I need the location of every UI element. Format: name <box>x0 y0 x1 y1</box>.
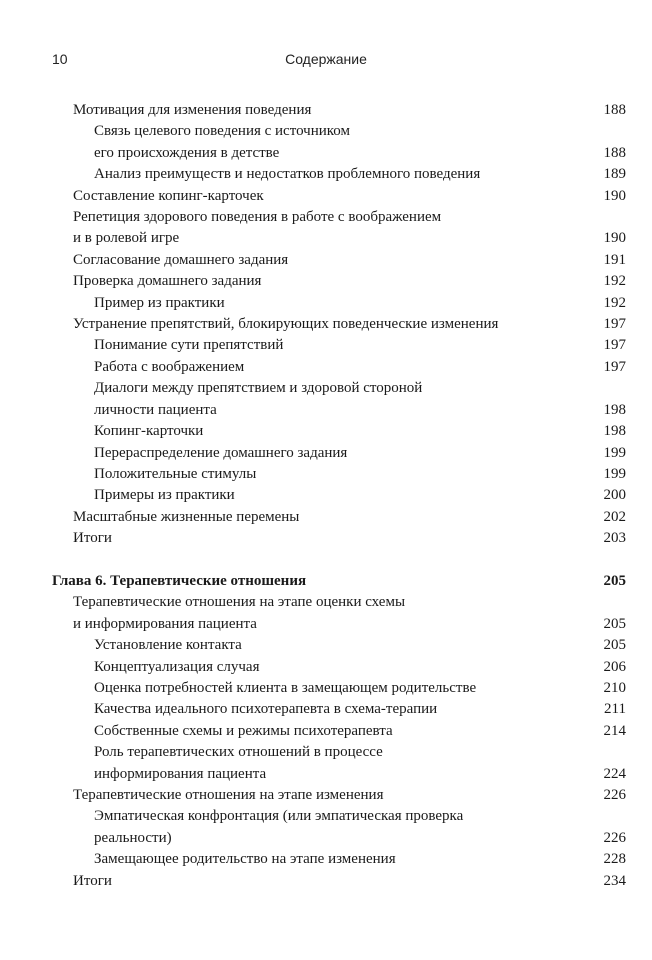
toc-entry-page: 190 <box>603 230 626 247</box>
toc-entry-title: Итоги <box>73 872 112 889</box>
toc-entry <box>52 164 626 185</box>
toc-entry-page: 206 <box>603 658 626 675</box>
section-gap <box>52 550 626 571</box>
toc-entry-page: 197 <box>603 358 626 375</box>
toc-entry <box>52 528 626 549</box>
running-header-title: Содержание <box>285 51 367 67</box>
toc-entry-page: 210 <box>603 679 626 696</box>
toc-entry <box>52 464 626 485</box>
toc-entry-page: 211 <box>604 701 626 718</box>
toc-entry-page: 214 <box>603 722 626 739</box>
toc-entry <box>52 378 626 399</box>
toc-entry <box>52 507 626 528</box>
toc-entry-page: 224 <box>603 765 626 782</box>
toc-entry-page: 197 <box>603 316 626 333</box>
toc-entry <box>52 592 626 613</box>
toc-entry <box>52 785 626 806</box>
toc-entry <box>52 186 626 207</box>
toc-entry-title: Работа с воображением <box>94 358 245 375</box>
toc-entry-page: 203 <box>603 530 626 547</box>
toc-entry-page: 188 <box>603 144 626 161</box>
toc-entry <box>52 421 626 442</box>
toc-entry-title: Терапевтические отношения на этапе изменения <box>73 786 384 803</box>
toc-entry-title: Понимание сути препятствий <box>94 337 284 354</box>
toc-entry <box>52 293 626 314</box>
toc-entry-page: 205 <box>603 572 626 589</box>
toc-entry-page: 205 <box>603 637 626 654</box>
toc-entry-title: Итоги <box>73 530 112 547</box>
toc-entry-title: Связь целевого поведения с источником <box>94 123 351 140</box>
toc-entry-page: 202 <box>603 508 626 525</box>
toc-entry-title: Терапевтические отношения на этапе оценки схемы <box>73 594 406 611</box>
toc-entry-title: Замещающее родительство на этапе изменения <box>94 851 396 868</box>
toc-entry-title: Пример из практики <box>94 294 225 311</box>
toc-entry-title: информирования пациента <box>94 765 267 782</box>
table-of-contents <box>52 100 626 892</box>
toc-entry-title: Перераспределение домашнего задания <box>94 444 348 461</box>
toc-chapter-heading <box>52 571 626 592</box>
toc-entry-title: Устранение препятствий, блокирующих поведенческие изменения <box>73 316 499 333</box>
toc-entry-page: 192 <box>603 273 626 290</box>
toc-entry-title: Качества идеального психотерапевта в схема-терапии <box>94 701 438 718</box>
toc-entry-title: его происхождения в детстве <box>94 144 280 161</box>
toc-entry <box>52 485 626 506</box>
page-number: 10 <box>52 51 68 67</box>
toc-entry-page: 190 <box>603 187 626 204</box>
toc-entry <box>52 678 626 699</box>
toc-entry <box>52 699 626 720</box>
toc-entry-title: Концептуализация случая <box>94 658 260 675</box>
toc-entry-title: Примеры из практики <box>94 487 235 504</box>
toc-entry <box>52 806 626 827</box>
toc-entry <box>52 400 626 421</box>
toc-entry-title: Согласование домашнего задания <box>73 251 289 268</box>
toc-entry-title: и информирования пациента <box>73 615 257 632</box>
toc-entry-title: Диалоги между препятствием и здоровой стороной <box>94 380 423 397</box>
toc-entry-title: реальности) <box>94 829 172 846</box>
toc-entry <box>52 742 626 763</box>
toc-entry <box>52 828 626 849</box>
toc-entry-page: 199 <box>603 444 626 461</box>
toc-entry-page: 188 <box>603 102 626 118</box>
toc-entry <box>52 721 626 742</box>
toc-entry-page: 226 <box>603 829 626 846</box>
toc-entry <box>52 871 626 892</box>
toc-entry-title: Положительные стимулы <box>94 465 257 482</box>
toc-entry-page: 198 <box>603 401 626 418</box>
toc-entry-page: 197 <box>603 337 626 354</box>
toc-entry-title: Репетиция здорового поведения в работе с воображением <box>73 209 442 226</box>
toc-entry-title: Составление копинг-карточек <box>73 187 264 204</box>
toc-entry <box>52 314 626 335</box>
toc-entry-page: 200 <box>603 487 626 504</box>
toc-entry-title: Установление контакта <box>94 637 242 654</box>
toc-entry <box>52 335 626 356</box>
toc-entry-title: Анализ преимуществ и недостатков проблемного поведения <box>94 166 481 183</box>
toc-entry-page: 199 <box>603 465 626 482</box>
toc-entry-title: и в ролевой игре <box>73 230 180 247</box>
toc-entry <box>52 635 626 656</box>
toc-entry-page: 234 <box>603 872 626 889</box>
toc-entry <box>52 228 626 249</box>
toc-entry-title: Собственные схемы и режимы психотерапевта <box>94 722 393 739</box>
toc-entry <box>52 207 626 228</box>
toc-entry <box>52 849 626 870</box>
toc-entry-page: 205 <box>603 615 626 632</box>
toc-entry-page: 192 <box>603 294 626 311</box>
toc-entry <box>52 100 626 121</box>
toc-entry-page: 228 <box>603 851 626 868</box>
toc-entry-page: 198 <box>603 423 626 440</box>
toc-entry <box>52 250 626 271</box>
toc-entry-title: Копинг-карточки <box>94 423 204 440</box>
toc-entry-title: Роль терапевтических отношений в процессе <box>94 744 383 761</box>
toc-entry <box>52 657 626 678</box>
toc-entry-title: Масштабные жизненные перемены <box>73 508 300 525</box>
toc-entry-title: Проверка домашнего задания <box>73 273 262 290</box>
toc-entry-title: личности пациента <box>94 401 217 418</box>
toc-entry <box>52 764 626 785</box>
toc-entry <box>52 143 626 164</box>
toc-entry <box>52 614 626 635</box>
toc-entry-title: Оценка потребностей клиента в замещающем родительстве <box>94 679 477 696</box>
toc-entry-title: Эмпатическая конфронтация (или эмпатическая проверка <box>94 808 464 825</box>
toc-entry <box>52 443 626 464</box>
toc-entry <box>52 271 626 292</box>
toc-entry-title: Глава 6. Терапевтические отношения <box>52 572 307 589</box>
toc-entry-page: 226 <box>603 786 626 803</box>
toc-entry-title: Мотивация для изменения поведения <box>73 102 312 118</box>
toc-entry <box>52 357 626 378</box>
toc-entry-page: 191 <box>603 251 626 268</box>
toc-entry <box>52 121 626 142</box>
toc-entry-page: 189 <box>603 166 626 183</box>
